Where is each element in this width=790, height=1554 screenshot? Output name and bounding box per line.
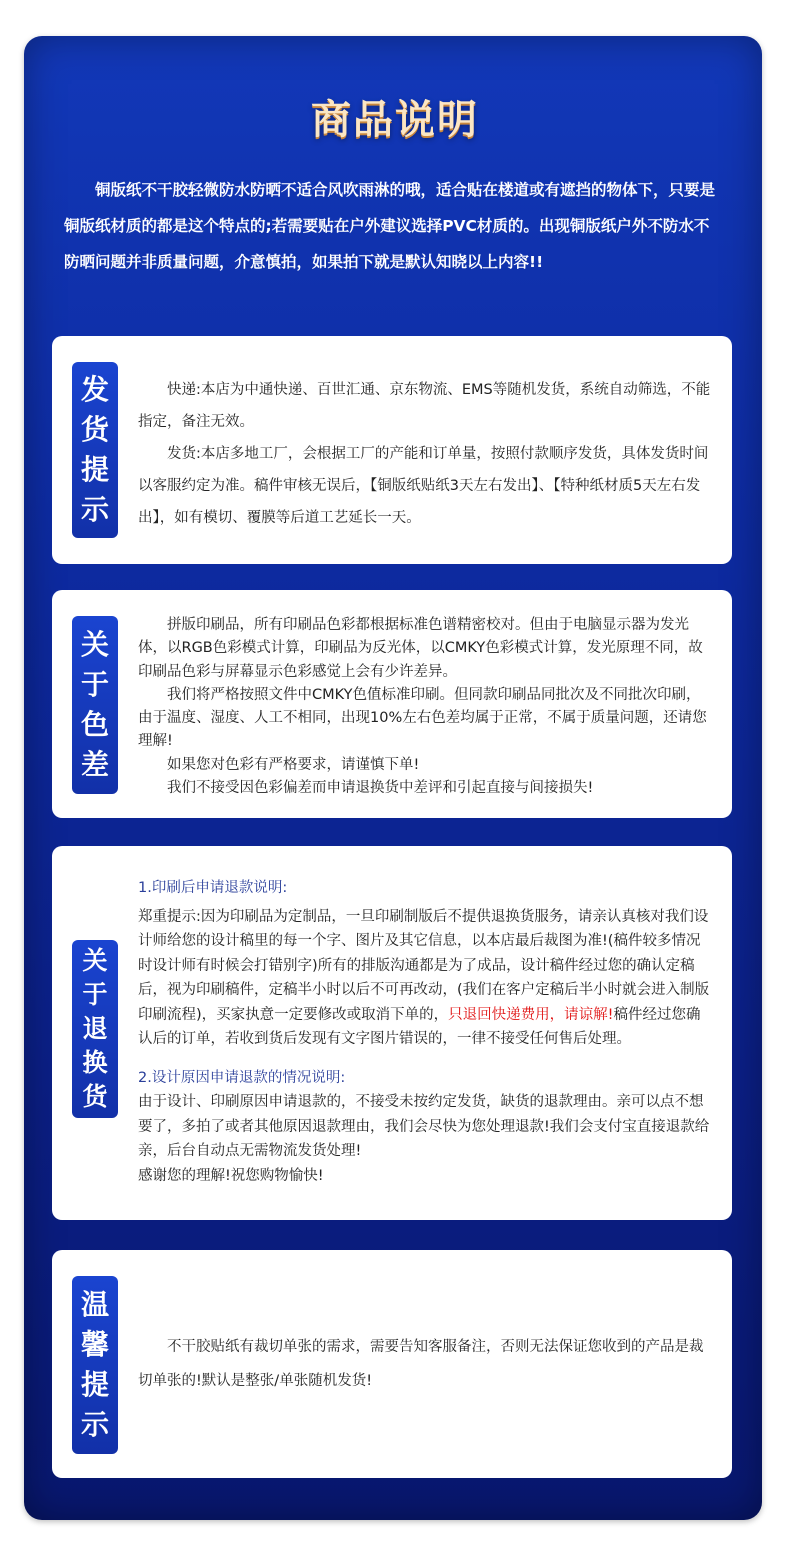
shipping-body bbox=[138, 374, 712, 534]
tag-char: 于 bbox=[80, 668, 109, 701]
shipping-card bbox=[52, 336, 732, 564]
tag-char: 温 bbox=[80, 1288, 109, 1321]
color-body bbox=[138, 614, 712, 800]
tag-char: 示 bbox=[80, 1408, 109, 1441]
refund-highlight: 只退回快递费用，请谅解! bbox=[448, 1006, 614, 1023]
tag-char: 于 bbox=[82, 980, 108, 1009]
shipping-express: 快递:本店为中通快递、百世汇通、京东物流、EMS等随机发货，系统自动筛选，不能指定，备注无效。 bbox=[138, 382, 711, 430]
tips-card bbox=[52, 1250, 732, 1478]
refund-heading-1: 1.印刷后申请退款说明: bbox=[138, 880, 288, 896]
tag-char: 示 bbox=[80, 493, 109, 526]
refund-card bbox=[52, 846, 732, 1220]
tag-char: 提 bbox=[80, 1368, 109, 1401]
tag-char: 货 bbox=[80, 413, 109, 446]
color-p3: 如果您对色彩有严格要求，请谨慎下单! bbox=[167, 756, 420, 773]
color-tag bbox=[72, 616, 118, 794]
refund-text-b: 稿件经过您确认后的订单，若收到货后发现有文字图片错误的，一律不接受任何售后处理。 bbox=[138, 1006, 701, 1047]
tag-char: 关 bbox=[82, 946, 108, 975]
tag-char: 退 bbox=[82, 1014, 108, 1043]
color-card bbox=[52, 590, 732, 818]
tag-char: 货 bbox=[82, 1082, 108, 1111]
color-p4: 我们不接受因色彩偏差而申请退换货中差评和引起直接与间接损失! bbox=[167, 780, 594, 797]
refund-body bbox=[138, 876, 712, 1188]
tag-char: 发 bbox=[80, 373, 109, 406]
intro-text bbox=[64, 172, 724, 280]
refund-text-a: 郑重提示:因为印刷品为定制品，一旦印刷制版后不提供退换货服务，请亲认真核对我们设计师给您的设计稿里的每一个字、图片及其它信息，以本店最后裁图为准!(稿件较多情况时设计师有时候会打错别字)所有的排版沟通都是为了成品，设计稿件经过您的确认定稿后，视为印刷稿件，定稿半小时以后不可再改动，(我们在客户定稿后半小时就会进入制版印刷流程)，买家执意一定要修改或取消下单的， bbox=[138, 908, 710, 1023]
refund-tag bbox=[72, 940, 118, 1118]
tag-char: 关 bbox=[80, 628, 109, 661]
intro-paragraph: 铜版纸不干胶轻微防水防晒不适合风吹雨淋的哦，适合贴在楼道或有遮挡的物体下，只要是铜版纸材质的都是这个特点的;若需要贴在户外建议选择PVC材质的。出现铜版纸户外不防水不防晒问题并非质量问题，介意慎拍，如果拍下就是默认知晓以上内容!! bbox=[64, 181, 716, 271]
color-p1: 拼版印刷品，所有印刷品色彩都根据标准色谱精密校对。但由于电脑显示器为发光体，以RGB色彩模式计算，印刷品为反光体，以CMKY色彩模式计算，发光原理不同，故印刷品色彩与屏幕显示色彩感觉上会有少许差异。 bbox=[138, 617, 703, 680]
tag-char: 提 bbox=[80, 453, 109, 486]
tag-char: 换 bbox=[82, 1048, 108, 1077]
shipping-tag bbox=[72, 362, 118, 538]
tag-char: 色 bbox=[80, 708, 109, 741]
color-p2: 我们将严格按照文件中CMKY色值标准印刷。但同款印刷品同批次及不同批次印刷，由于温度、湿度、人工不相同，出现10%左右色差均属于正常，不属于质量问题，还请您理解! bbox=[138, 686, 707, 750]
refund-paragraph-2: 由于设计、印刷原因申请退款的，不接受未按约定发货，缺货的退款理由。亲可以点不想要了，多拍了或者其他原因退款理由，我们会尽快为您处理退款!我们会支付宝直接退款给亲，后台自动点无需物流发货处理! bbox=[138, 1094, 710, 1159]
tips-text: 不干胶贴纸有裁切单张的需求，需要告知客服备注，否则无法保证您收到的产品是裁切单张的!默认是整张/单张随机发货! bbox=[138, 1339, 704, 1389]
tag-char: 馨 bbox=[80, 1328, 109, 1361]
refund-thanks: 感谢您的理解!祝您购物愉快! bbox=[138, 1167, 324, 1184]
page-title: 商品说明 bbox=[311, 97, 479, 143]
shipping-dispatch: 发货:本店多地工厂，会根据工厂的产能和订单量，按照付款顺序发货，具体发货时间以客服约定为准。稿件审核无误后，【铜版纸贴纸3天左右发出】、【特种纸材质5天左右发出】，如有模切、覆膜等后道工艺延长一天。 bbox=[138, 446, 709, 526]
tips-tag bbox=[72, 1276, 118, 1454]
tag-char: 差 bbox=[80, 748, 109, 781]
tips-body bbox=[138, 1330, 712, 1398]
refund-heading-2: 2.设计原因申请退款的情况说明: bbox=[138, 1069, 346, 1086]
refund-paragraph-1 bbox=[138, 905, 712, 1052]
